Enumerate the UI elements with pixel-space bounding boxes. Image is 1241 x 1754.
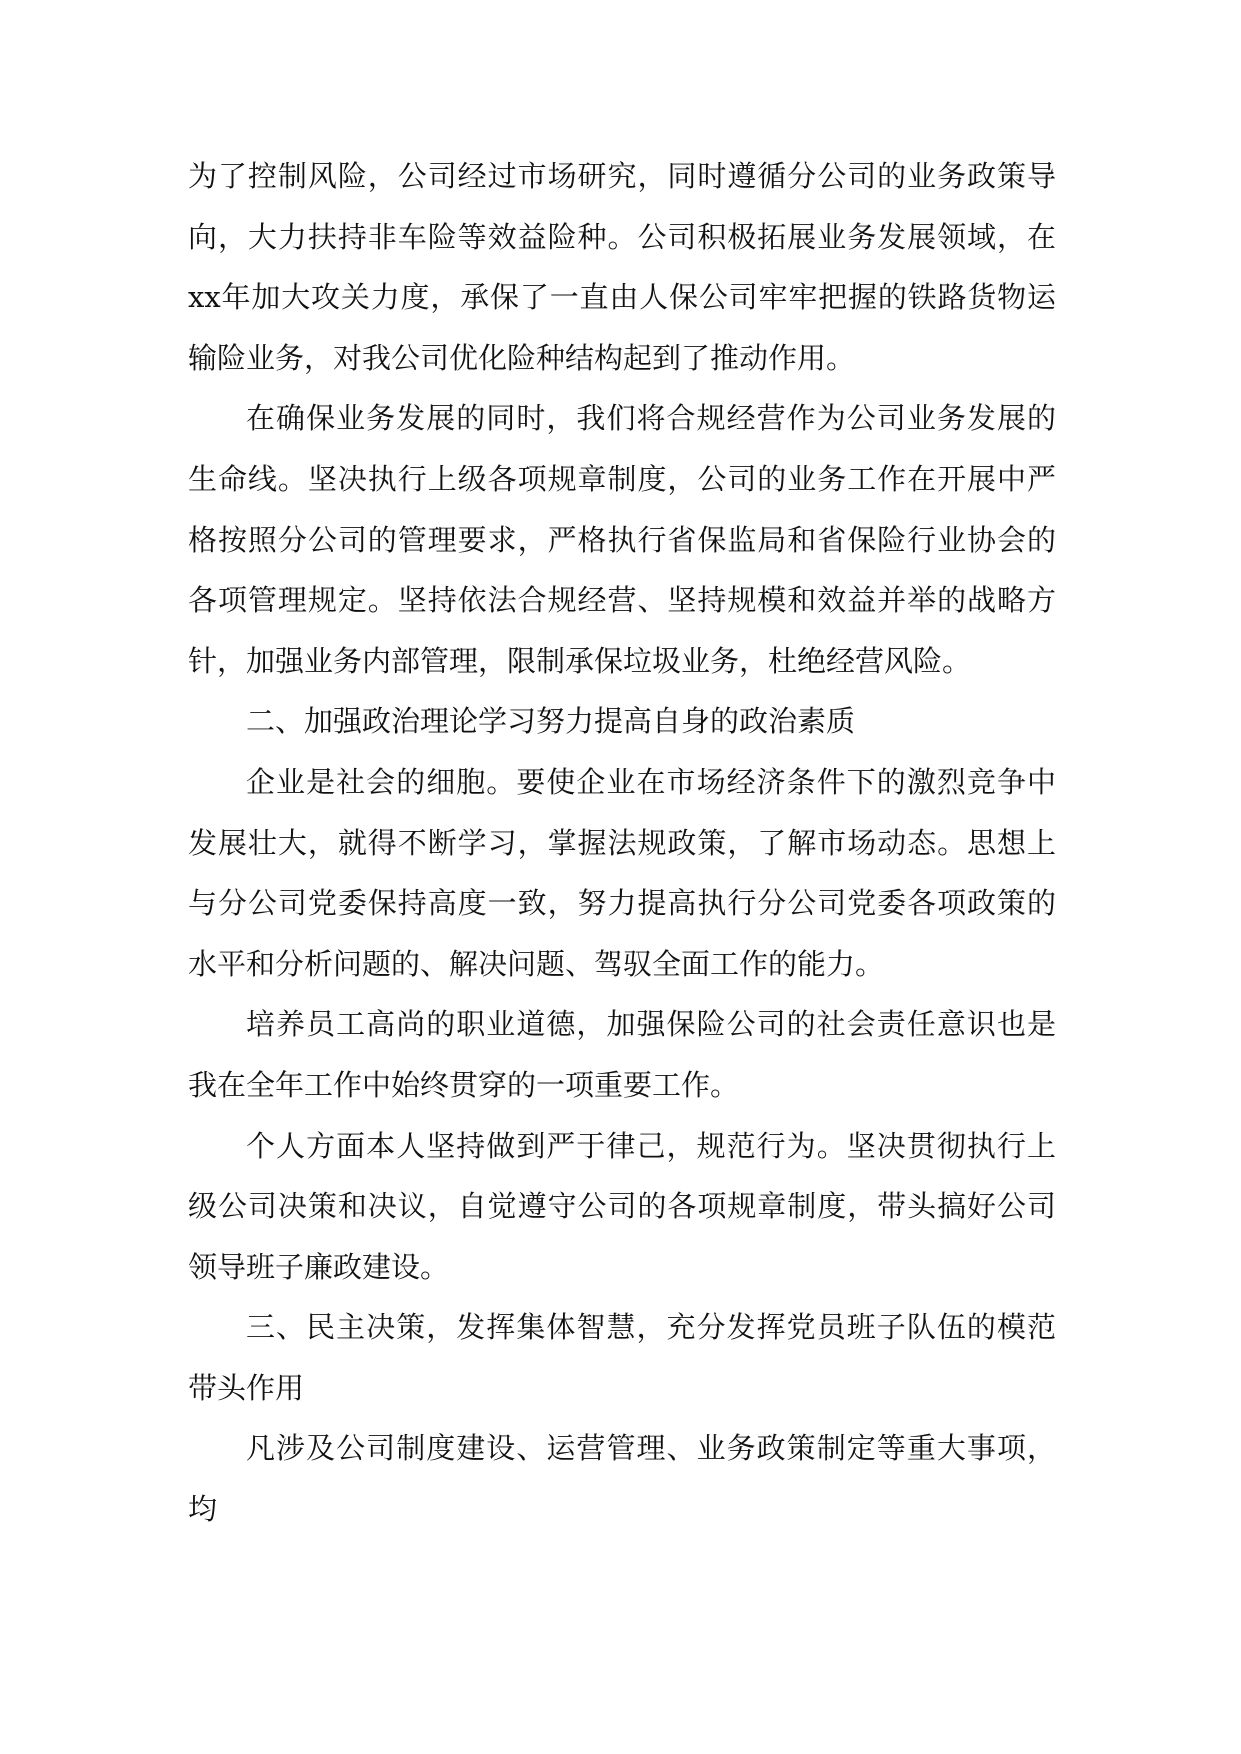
section-heading-political-study: 二、加强政治理论学习努力提高自身的政治素质 bbox=[246, 704, 856, 739]
paragraph-major-matters: 凡涉及公司制度建设、运营管理、业务政策制定等重大事项，均 bbox=[188, 1431, 1056, 1527]
paragraph-compliance: 在确保业务发展的同时，我们将合规经营作为公司业务发展的生命线。坚决执行上级各项规章制度，公司的业务工作在开展中严格按照分公司的管理要求，严格执行省保监局和省保险行业协会的各项管理规定。坚持依法合规经营、坚持规模和效益并举的战略方针，加强业务内部管理，限制承保垃圾业务，杜绝经营风险。 bbox=[188, 401, 1056, 678]
paragraph-self-discipline: 个人方面本人坚持做到严于律己，规范行为。坚决贯彻执行上级公司决策和决议，自觉遵守公司的各项规章制度，带头搞好公司领导班子廉政建设。 bbox=[188, 1128, 1056, 1284]
document-body bbox=[188, 146, 1056, 1540]
paragraph-enterprise-learning: 企业是社会的细胞。要使企业在市场经济条件下的激烈竞争中发展壮大，就得不断学习，掌握法规政策，了解市场动态。思想上与分公司党委保持高度一致，努力提高执行分公司党委各项政策的水平和分析问题的、解决问题、驾驭全面工作的能力。 bbox=[188, 764, 1056, 981]
paragraph-professional-ethics: 培养员工高尚的职业道德，加强保险公司的社会责任意识也是我在全年工作中始终贯穿的一项重要工作。 bbox=[188, 1007, 1056, 1102]
paragraph-risk-control: 为了控制风险，公司经过市场研究，同时遵循分公司的业务政策导向，大力扶持非车险等效益险种。公司积极拓展业务发展领域，在xx年加大攻关力度，承保了一直由人保公司牢牢把握的铁路货物运输险业务，对我公司优化险种结构起到了推动作用。 bbox=[188, 159, 1056, 375]
section-heading-democratic-decision: 三、民主决策，发挥集体智慧，充分发挥党员班子队伍的模范带头作用 bbox=[188, 1310, 1056, 1405]
